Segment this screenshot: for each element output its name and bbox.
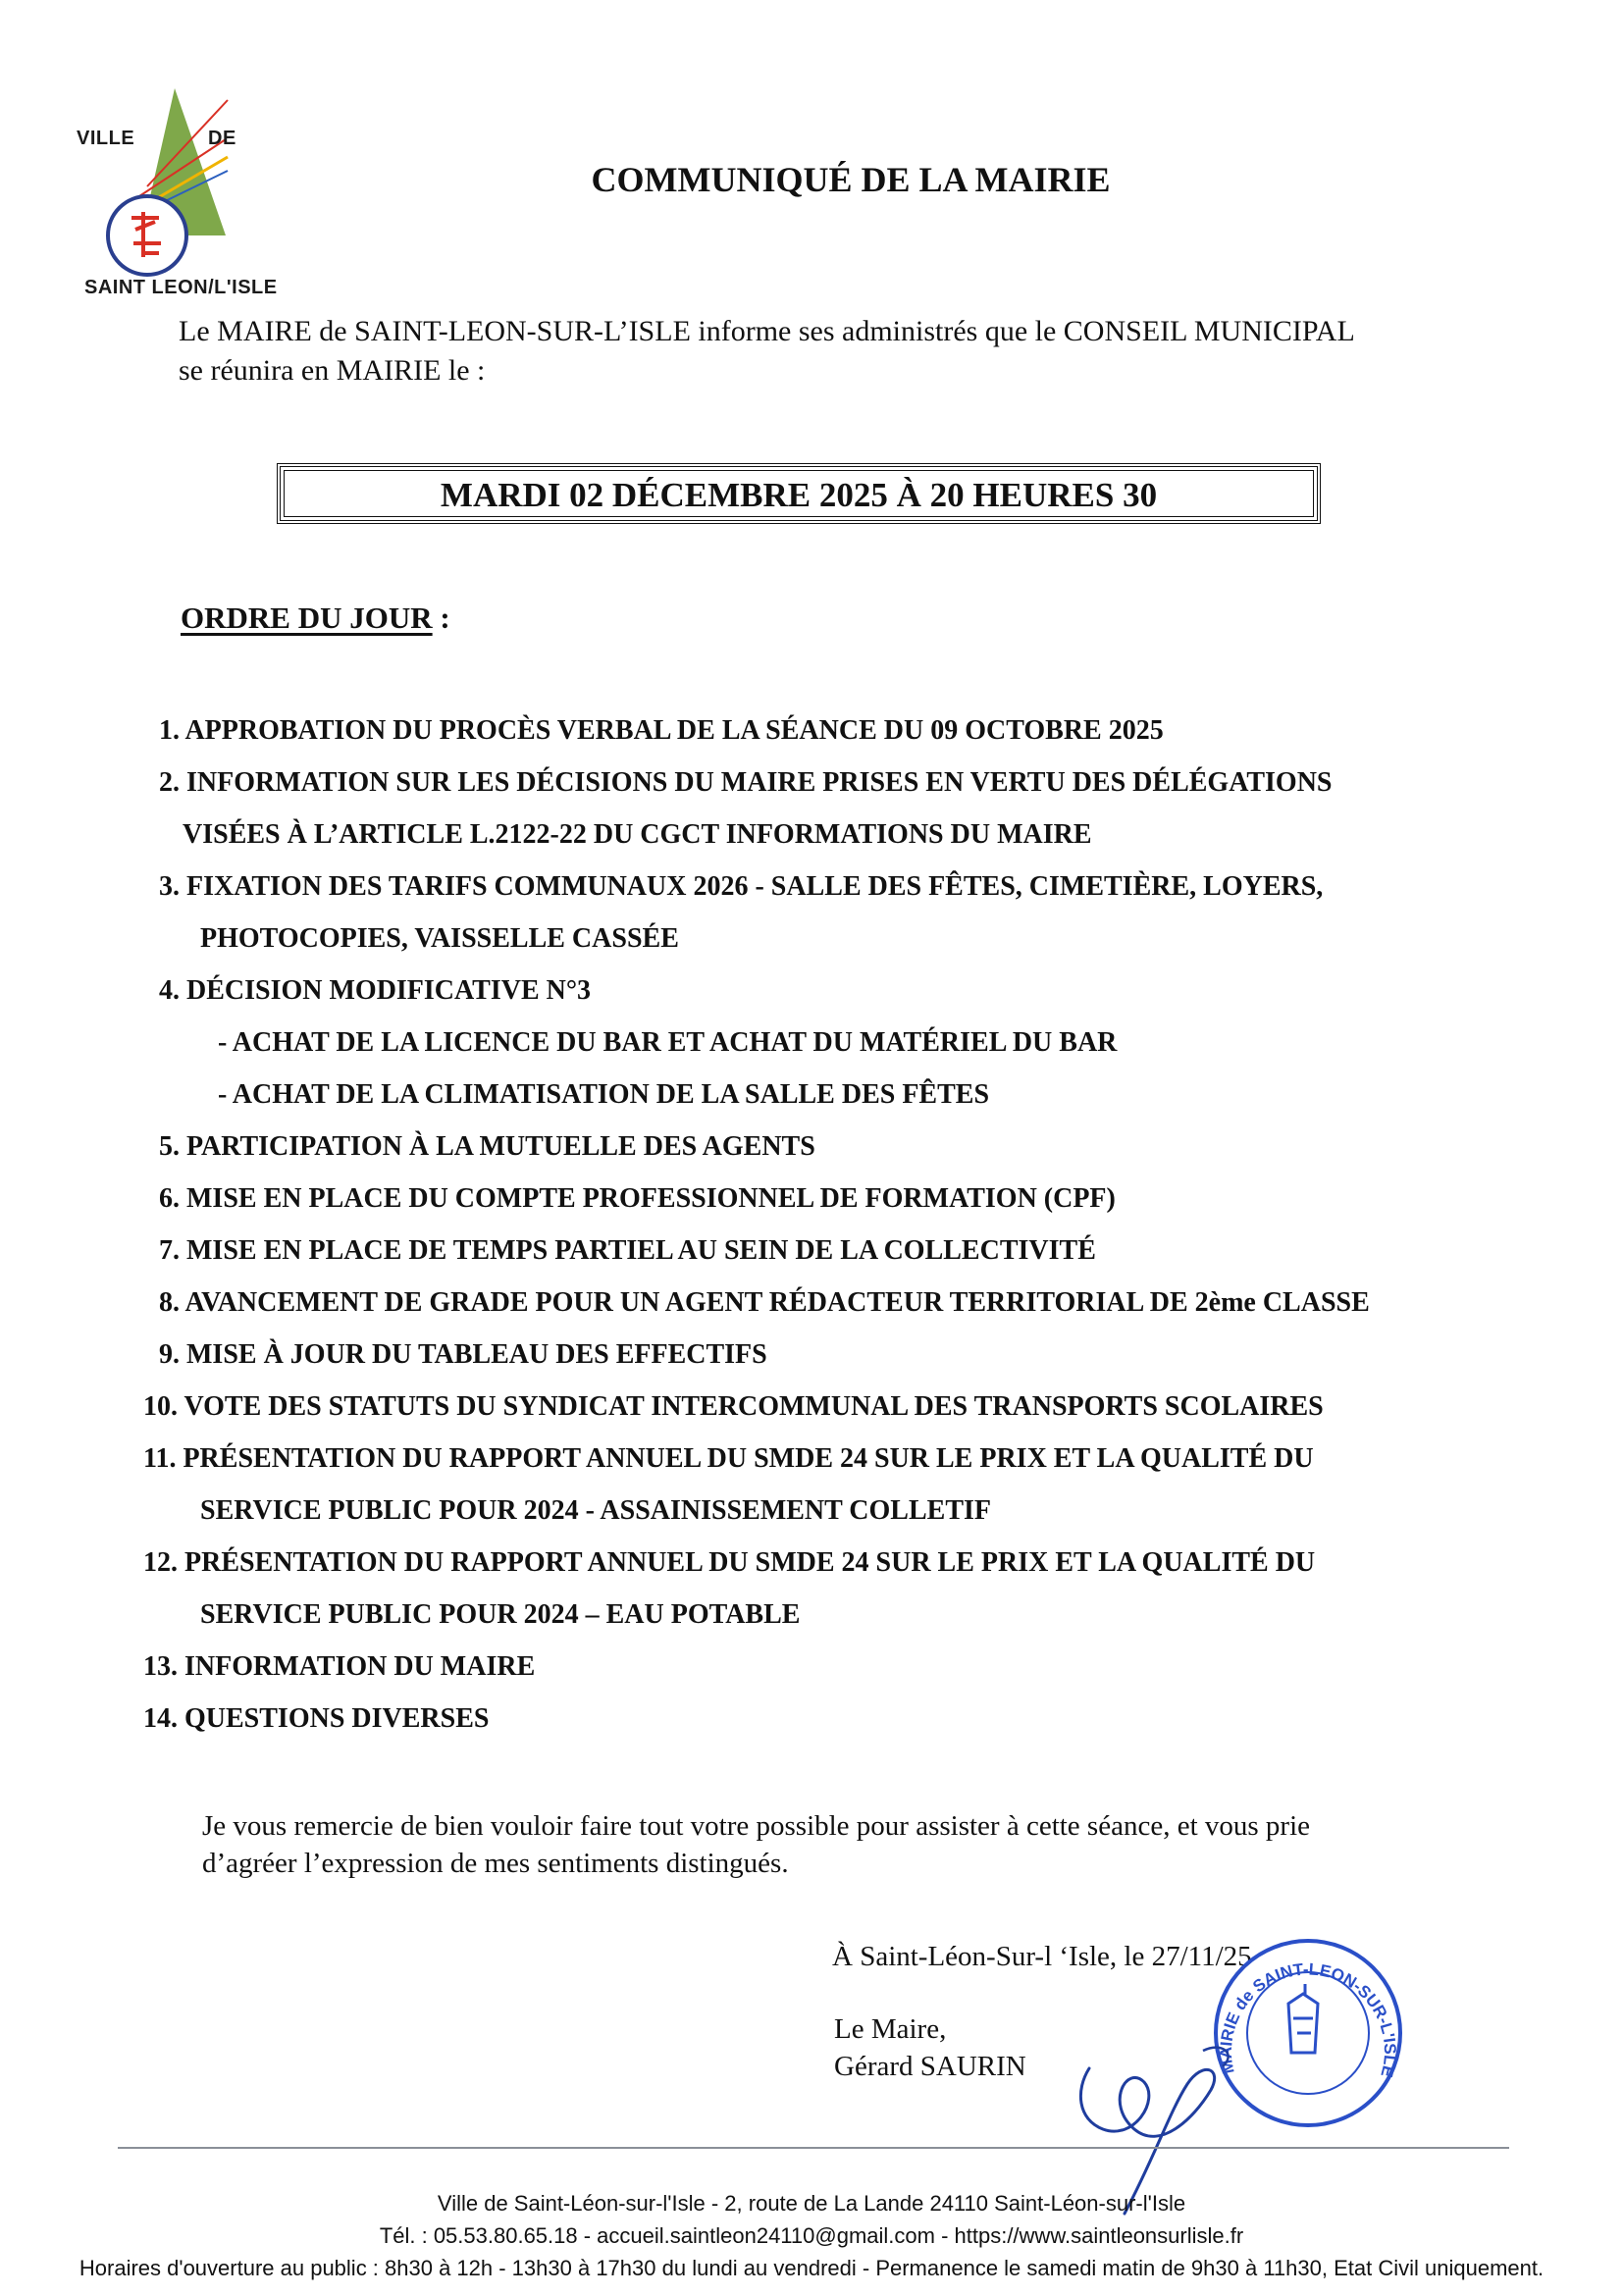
agenda-item: 12. PRÉSENTATION DU RAPPORT ANNUEL DU SMDE 24 SUR LE PRIX ET LA QUALITÉ DU (143, 1547, 1316, 1578)
stamp-text: MAIRIE de SAINT-LEON-SUR-L'ISLE (1216, 1959, 1400, 2079)
logo-text-de: DE (208, 128, 236, 149)
agenda-item: 4. DÉCISION MODIFICATIVE N°3 (159, 975, 592, 1006)
footer-contact: Tél. : 05.53.80.65.18 - accueil.saintleon24110@gmail.com - https://www.saintleonsurlisle.fr (379, 2223, 1244, 2248)
place-and-date: À Saint-Léon-Sur-l ‘Isle, le 27/11/25 (832, 1941, 1252, 1972)
agenda-item: 7. MISE EN PLACE DE TEMPS PARTIEL AU SEIN DE LA COLLECTIVITÉ (159, 1235, 1096, 1266)
agenda-subitem: - ACHAT DE LA LICENCE DU BAR ET ACHAT DU MATÉRIEL DU BAR (218, 1027, 1118, 1058)
agenda-heading: ORDRE DU JOUR : (181, 600, 450, 635)
intro-paragraph (179, 312, 1533, 391)
footer-hours: Horaires d'ouverture au public : 8h30 à 12h - 13h30 à 17h30 du lundi au vendredi - Permanence le samedi matin de 9h30 à 11h30, Etat Civil uniquement. (79, 2256, 1544, 2280)
agenda-item-continuation: VISÉES À L’ARTICLE L.2122-22 DU CGCT INFORMATIONS DU MAIRE (183, 819, 1092, 850)
agenda-item: 2. INFORMATION SUR LES DÉCISIONS DU MAIRE PRISES EN VERTU DES DÉLÉGATIONS (159, 767, 1333, 798)
closing-paragraph (202, 1807, 1527, 1882)
page-title: COMMUNIQUÉ DE LA MAIRIE (591, 160, 1111, 199)
agenda-item: 8. AVANCEMENT DE GRADE POUR UN AGENT RÉDACTEUR TERRITORIAL DE 2ème CLASSE (159, 1287, 1370, 1318)
agenda-item-continuation: SERVICE PUBLIC POUR 2024 – EAU POTABLE (200, 1599, 801, 1630)
agenda-item-continuation: SERVICE PUBLIC POUR 2024 - ASSAINISSEMENT COLLETIF (200, 1495, 992, 1526)
agenda-item: 11. PRÉSENTATION DU RAPPORT ANNUEL DU SMDE 24 SUR LE PRIX ET LA QUALITÉ DU (143, 1443, 1314, 1474)
signature-scribble-icon (1066, 2021, 1242, 2218)
closing-line-2: d’agréer l’expression de mes sentiments distingués. (202, 1848, 789, 1879)
footer-address: Ville de Saint-Léon-sur-l'Isle - 2, route de La Lande 24110 Saint-Léon-sur-l'Isle (437, 2191, 1186, 2216)
intro-line-2: se réunira en MAIRIE le : (179, 354, 486, 387)
agenda-item: 5. PARTICIPATION À LA MUTUELLE DES AGENTS (159, 1131, 815, 1162)
handwritten-signature (1066, 2021, 1242, 2218)
agenda-item: 3. FIXATION DES TARIFS COMMUNAUX 2026 - SALLE DES FÊTES, CIMETIÈRE, LOYERS, (159, 871, 1324, 902)
closing-line-1: Je vous remercie de bien vouloir faire tout votre possible pour assister à cette séance, et vous prie (202, 1810, 1311, 1842)
agenda-item-continuation: PHOTOCOPIES, VAISSELLE CASSÉE (200, 923, 679, 954)
agenda-item: 1. APPROBATION DU PROCÈS VERBAL DE LA SÉANCE DU 09 OCTOBRE 2025 (159, 715, 1164, 746)
signatory-name: Gérard SAURIN (834, 2051, 1026, 2082)
logo-text-town: SAINT LEON/L'ISLE (84, 277, 278, 298)
agenda-item: 9. MISE À JOUR DU TABLEAU DES EFFECTIFS (159, 1339, 767, 1370)
footer-divider (118, 2147, 1509, 2149)
logo-text-ville: VILLE (77, 128, 135, 149)
agenda-item: 13. INFORMATION DU MAIRE (143, 1651, 536, 1682)
agenda-item: 10. VOTE DES STATUTS DU SYNDICAT INTERCOMMUNAL DES TRANSPORTS SCOLAIRES (143, 1391, 1324, 1422)
meeting-date-box: MARDI 02 DÉCEMBRE 2025 À 20 HEURES 30 (277, 463, 1321, 524)
signatory-role: Le Maire, (834, 2013, 947, 2045)
agenda-item: 6. MISE EN PLACE DU COMPTE PROFESSIONNEL DE FORMATION (CPF) (159, 1183, 1116, 1214)
agenda-item: 14. QUESTIONS DIVERSES (143, 1703, 490, 1734)
agenda-subitem: - ACHAT DE LA CLIMATISATION DE LA SALLE DES FÊTES (218, 1079, 990, 1110)
intro-line-1: Le MAIRE de SAINT-LEON-SUR-L’ISLE informe ses administrés que le CONSEIL MUNICIPAL (179, 315, 1355, 347)
